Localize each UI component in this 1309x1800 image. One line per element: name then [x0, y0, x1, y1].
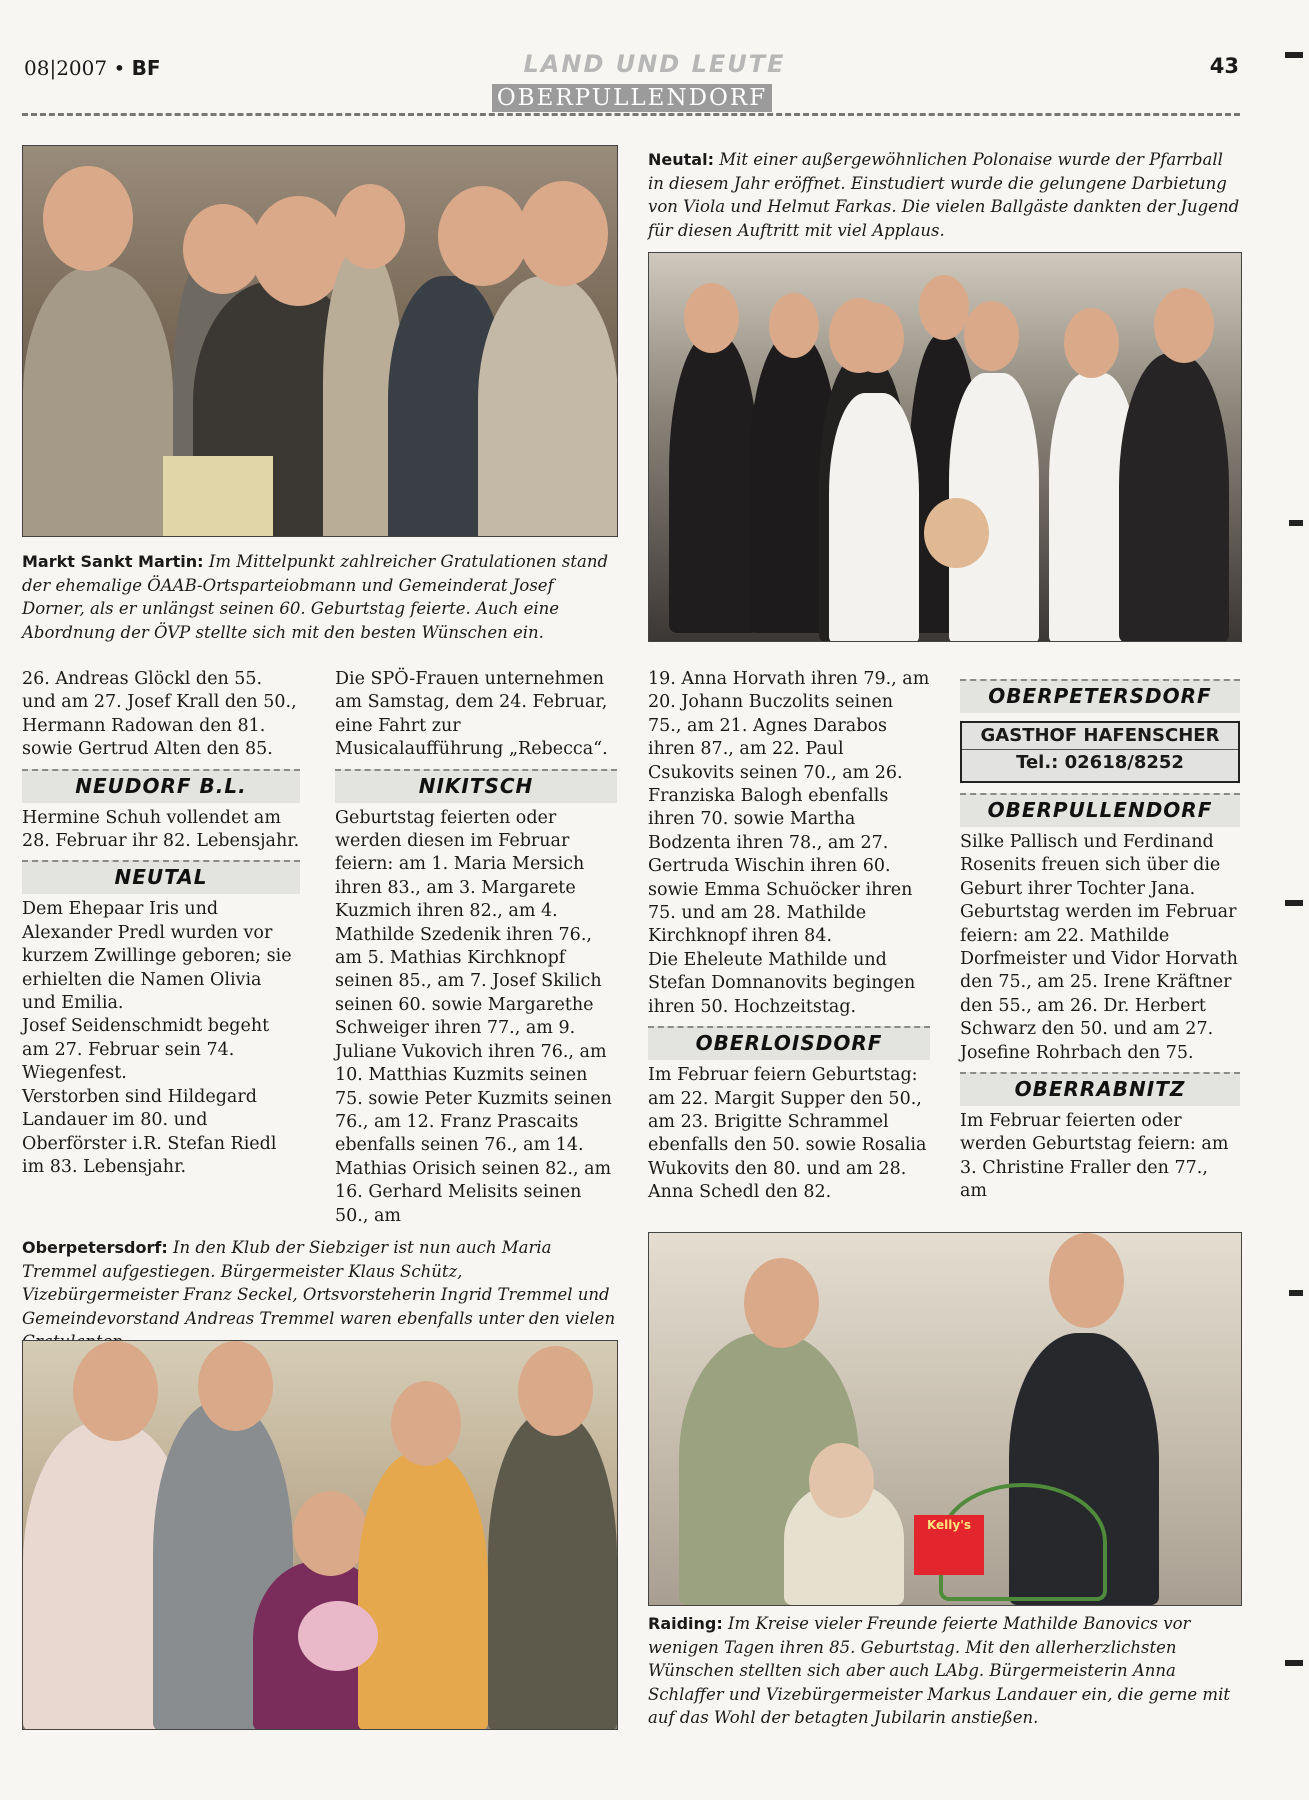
issue-bullet: •: [113, 56, 126, 80]
caption-place: Markt Sankt Martin:: [22, 552, 204, 571]
col3-intro: 19. Anna Horvath ihren 79., am 20. Johann Buczolits seinen 75., am 21. Agnes Darabos ihren 87., am 22. Paul Csukovits seinen 70., am 26. Franziska Balogh ebenfalls ihren 70. sowie Martha Bodzenta ihren 78., am 27. Gertruda Wischin ihren 60. sowie Emma Schuöcker ihren 75. und am 28. Mathilde Kirchknopf ihren 84.: [648, 669, 930, 947]
col1-intro: 26. Andreas Glöckl den 55. und am 27. Josef Krall den 50., Hermann Radowan den 81. sowie Gertrud Alten den 85.: [22, 669, 297, 760]
snack-bag-label: Kelly's: [914, 1515, 984, 1575]
photo-neutal-ball: [648, 252, 1242, 642]
brand-logo: BF: [131, 56, 161, 80]
scan-mark: [1289, 1290, 1303, 1296]
section-title: LAND UND LEUTE: [523, 50, 786, 78]
col3-oberloisdorf-text: Im Februar feiern Geburtstag: am 22. Margit Supper den 50., am 23. Brigitte Schrammel ebenfalls den 50. sowie Rosalia Wukovits den 80. und am 28. Anna Schedl den 82.: [648, 1065, 927, 1203]
caption-raiding: [648, 1612, 1240, 1730]
photo-raiding: [648, 1232, 1242, 1606]
col2-intro: Die SPÖ-Frauen unternehmen am Samstag, dem 24. Februar, eine Fahrt zur Musicalaufführung „Rebecca“.: [335, 669, 608, 760]
col1-neutal-text-3: Verstorben sind Hildegard Landauer im 80. und Oberförster i.R. Stefan Riedl im 83. Lebensjahr.: [22, 1086, 277, 1177]
col4-oberpullendorf-text: Silke Pallisch und Ferdinand Rosenits freuen sich über die Geburt ihrer Tochter Jana. Geburtstag werden im Februar feiern: am 22. Mathilde Dorfmeister und Vidor Horvath den 75., am 25. Irene Kräftner den 55., am 26. Dr. Herbert Schwarz den 50. und am 27. Josefine Rohrbach den 75.: [960, 832, 1238, 1063]
col3-anniversary: Die Eheleute Mathilde und Stefan Domnanovits begingen ihren 50. Hochzeitstag.: [648, 949, 916, 1017]
heading-nikitsch: NIKITSCH: [335, 769, 617, 803]
heading-oberloisdorf: OBERLOISDORF: [648, 1026, 930, 1060]
col1-neutal-text-1: Dem Ehepaar Iris und Alexander Predl wurden vor kurzem Zwillinge geboren; sie erhielten die Namen Olivia und Emilia.: [22, 899, 292, 1014]
caption-neutal: [648, 148, 1240, 242]
col2-nikitsch-text: Geburtstag feierten oder werden diesen im Februar feiern: am 1. Maria Mersich ihren 83., am 3. Margarete Kuzmich ihren 82., am 4. Mathilde Szedenik ihren 76., am 5. Mathias Kirchknopf seinen 85., am 7. Josef Skilich seinen 60. sowie Margarethe Schweiger ihren 77., am 9. Juliane Vukovich ihren 76., am 10. Matthias Kuzmits seinen 75. sowie Peter Kuzmits seinen 76., am 12. Franz Prascaits ebenfalls seinen 76., am 14. Mathias Orisich seinen 82., am 16. Gerhard Melisits seinen 50., am: [335, 807, 612, 1226]
col1-neutal-text-2: Josef Seidenschmidt begeht am 27. Februar sein 74. Wiegenfest.: [22, 1016, 270, 1084]
region-banner: OBERPULLENDORF: [492, 84, 772, 112]
heading-oberpullendorf: OBERPULLENDORF: [960, 793, 1240, 827]
caption-oberpetersdorf: [22, 1236, 616, 1354]
caption-place: Raiding:: [648, 1614, 723, 1633]
page-number: 43: [1209, 54, 1239, 78]
photo-oberpetersdorf: [22, 1340, 618, 1730]
column-1: [22, 668, 300, 1179]
caption-text: Im Mittelpunkt zahlreicher Gratulationen stand der ehemalige ÖAAB-Ortsparteiobmann und Gemeinderat Josef Dorner, als er unlängst seinen 60. Geburtstag feierte. Auch eine Abordnung der ÖVP stellte sich mit den besten Wünschen ein.: [22, 552, 609, 642]
caption-place: Oberpetersdorf:: [22, 1238, 168, 1257]
caption-text: Mit einer außergewöhnlichen Polonaise wurde der Pfarrball in diesem Jahr eröffnet. Einstudiert wurde die gelungene Darbietung von Viola und Helmut Farkas. Die vielen Ballgäste dankten der Jugend für diesen Auftritt mit viel Applaus.: [648, 150, 1240, 240]
scan-mark: [1285, 52, 1303, 58]
ad-name: GASTHOF HAFENSCHER: [962, 723, 1238, 750]
heading-neutal: NEUTAL: [22, 860, 300, 894]
col1-neudorf-text: Hermine Schuh vollendet am 28. Februar ihr 82. Lebensjahr.: [22, 807, 300, 852]
header-divider: [22, 113, 1240, 116]
column-2: [335, 668, 617, 1228]
heading-oberpetersdorf: OBERPETERSDORF: [960, 679, 1240, 713]
col4-oberrabnitz-text: Im Februar feierten oder werden Geburtstag feiern: am 3. Christine Fraller den 77., am: [960, 1111, 1229, 1202]
column-4: [960, 668, 1240, 1204]
heading-neudorf: NEUDORF B.L.: [22, 769, 300, 803]
caption-markt-sankt-martin: [22, 550, 616, 644]
scan-mark: [1289, 520, 1303, 526]
column-3: [648, 668, 930, 1205]
ad-phone: Tel.: 02618/8252: [1016, 752, 1184, 773]
heading-oberrabnitz: OBERRABNITZ: [960, 1072, 1240, 1106]
photo-markt-sankt-martin: [22, 145, 618, 537]
scan-mark: [1285, 1660, 1303, 1666]
scan-mark: [1285, 900, 1303, 906]
caption-text: Im Kreise vieler Freunde feierte Mathilde Banovics vor wenigen Tagen ihren 85. Geburtstag. Mit den allerherzlichsten Wünschen stellten sich aber auch LAbg. Bürgermeisterin Anna Schlaffer und Vizebürgermeister Markus Landauer ein, die gerne mit auf das Wohl der betagten Jubilarin anstießen.: [648, 1614, 1230, 1727]
advertisement-gasthof: [960, 721, 1240, 783]
caption-place: Neutal:: [648, 150, 714, 169]
issue-date: 08|2007: [24, 56, 108, 80]
caption-text: In den Klub der Siebziger ist nun auch Maria Tremmel aufgestiegen. Bürgermeister Klaus Schütz, Vizebürgermeister Franz Seckel, Ortsvorsteherin Ingrid Tremmel und Gemeindevorstand Andreas Tremmel waren ebenfalls unter den vielen: [22, 1238, 616, 1328]
